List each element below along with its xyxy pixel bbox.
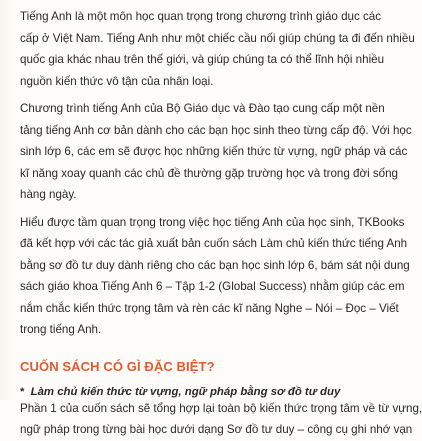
paragraph-intro: [20, 6, 415, 92]
text-line: bằng sơ đồ tư duy dành riêng cho các bạn học sinh lớp 6, bám sát nội dung: [20, 258, 410, 272]
text-line: trong tiếng Anh.: [20, 323, 102, 336]
paragraph-part1: [20, 398, 422, 441]
text-line: Chương trình tiếng Anh của Bộ Giáo dục và Đào tạo cung cấp một nền: [20, 102, 385, 115]
sub-heading: [20, 386, 394, 398]
text-line: quốc gia khác nhau trên thế giới, và giúp chúng ta có thể lĩnh hội nhiều: [20, 53, 385, 66]
text-line: cấp ở Việt Nam. Tiếng Anh như một chiếc cầu nối giúp chúng ta đi đến nhiều: [20, 31, 415, 45]
text-line: Hiểu được tầm quan trọng trong việc học tiếng Anh của học sinh, TKBooks: [20, 215, 405, 229]
page-content: [20, 6, 422, 441]
sub-heading-text: Làm chủ kiến thức từ vựng, ngữ pháp bằng sơ đồ tư duy: [30, 385, 341, 398]
bullet-icon: *: [20, 385, 25, 398]
text-line: kĩ năng xoay quanh các chủ đề thường gặp trường học và trong đời sống: [20, 166, 399, 180]
text-line: nắm chắc kiến thức trọng tâm và rèn các kĩ năng Nghe – Nói – Đọc – Viết: [20, 301, 399, 315]
text-line: tảng tiếng Anh cơ bản dành cho các bạn học sinh theo từng cấp độ. Với học: [20, 123, 412, 137]
paragraph-curriculum: [20, 98, 412, 206]
text-line: đã kết hợp với các tác giả xuất bản cuốn sách Làm chủ kiến thức tiếng Anh: [20, 237, 408, 250]
text-line: Tiếng Anh là một môn học quan trọng trong chương trình giáo dục các: [20, 10, 382, 23]
text-line: hàng ngày.: [20, 188, 77, 201]
paragraph-tkbooks: [20, 212, 410, 341]
text-line: Phần 1 của cuốn sách sẽ tổng hợp lại toàn bộ kiến thức trọng tâm về từ vựng,: [20, 401, 422, 415]
text-line: sách giáo khoa Tiếng Anh 6 – Tập 1-2 (Global Success) nhằm giúp các em: [20, 280, 405, 293]
text-line: sinh lớp 6, các em sẽ được học những kiến thức từ vựng, ngữ pháp và các: [20, 145, 408, 158]
text-line: nguồn kiến thức vô tận của nhân loại.: [20, 74, 214, 88]
section-title: CUỐN SÁCH CÓ GÌ ĐẶC BIỆT?: [20, 358, 215, 374]
text-line: ngữ pháp trong từng bài học dưới dạng Sơ đồ tư duy – công cụ ghi nhớ vạn: [20, 423, 413, 436]
